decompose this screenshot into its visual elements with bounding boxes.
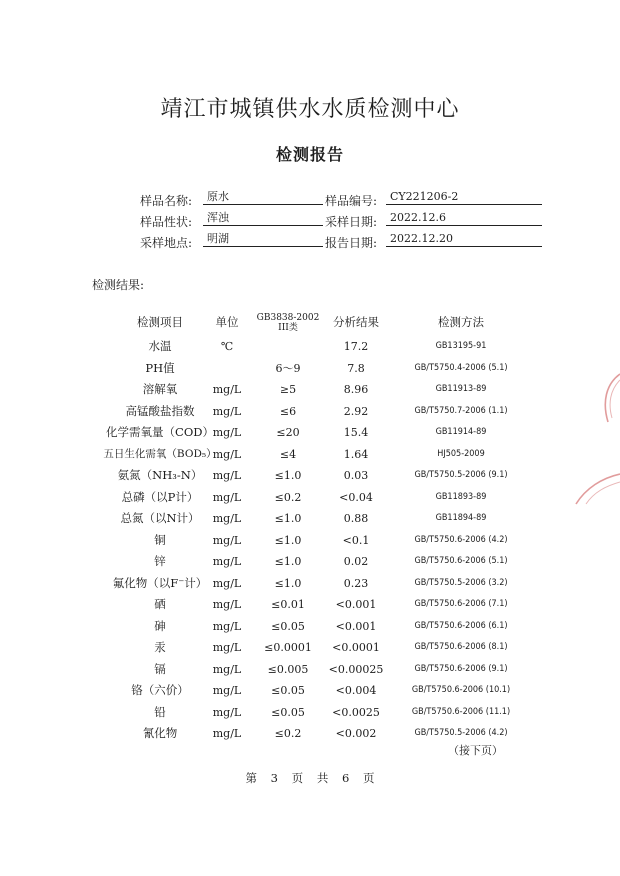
cell-method: GB11913-89 <box>435 384 487 394</box>
cell-standard: ≤0.0001 <box>264 641 312 654</box>
cell-result: <0.1 <box>342 533 370 547</box>
cell-unit: mg/L <box>212 727 242 740</box>
cell-unit <box>204 358 250 380</box>
cell-method: GB11914-89 <box>435 427 487 437</box>
table-row <box>0 573 620 595</box>
cell-item: 铜 <box>154 532 166 547</box>
cell-result: 15.4 <box>343 426 369 439</box>
cell-item: 总磷（以P计） <box>121 489 199 504</box>
cell-method: GB/T5750.5-2006 (4.2) <box>414 728 508 738</box>
cell-method: GB11894-89 <box>435 513 487 523</box>
page-number: 第 3 页 共 6 页 <box>245 771 375 785</box>
cell-method: GB11893-89 <box>435 491 487 502</box>
organization-title: 靖江市城镇供水水质检测中心 <box>160 97 460 122</box>
sample-info <box>0 190 620 250</box>
cell-result: <0.0001 <box>332 641 380 654</box>
cell-unit: mg/L <box>212 490 242 504</box>
cell-method: HJ505-2009 <box>437 448 485 459</box>
sampling-location-value: 明湖 <box>203 232 323 247</box>
cell-standard: ≤1.0 <box>274 469 302 482</box>
table-row <box>0 551 620 573</box>
cell-standard: ≤1.0 <box>274 555 302 568</box>
cell-standard: ≤0.2 <box>274 727 302 740</box>
cell-unit: mg/L <box>212 533 242 547</box>
sampling-date-label: 采样日期: <box>325 215 378 229</box>
cell-item: 高锰酸盐指数 <box>125 403 195 418</box>
cell-standard: ≤0.2 <box>274 490 302 504</box>
cell-result: <0.04 <box>339 490 373 504</box>
cell-item: 氨氮（NH₃-N） <box>117 468 203 482</box>
cell-method: GB/T5750.6-2006 (6.1) <box>414 620 508 631</box>
cell-unit: mg/L <box>212 576 242 590</box>
table-row <box>0 336 620 358</box>
cell-standard: ≤1.0 <box>274 512 302 525</box>
sample-name-label: 样品名称: <box>140 194 193 208</box>
table-row <box>0 444 620 466</box>
cell-method: GB/T5750.6-2006 (10.1) <box>411 685 511 695</box>
sample-name-value: 原水 <box>203 190 323 205</box>
table-row <box>0 508 620 530</box>
sampling-location-label: 采样地点: <box>140 236 193 250</box>
cell-result: 7.8 <box>347 361 365 375</box>
cell-method: GB/T5750.5-2006 (9.1) <box>414 470 508 480</box>
cell-result: 0.02 <box>343 555 369 568</box>
header-item: 检测项目 <box>137 315 183 329</box>
sample-id-value: CY221206-2 <box>386 190 542 205</box>
cell-item: 硒 <box>154 597 166 611</box>
cell-result: <0.001 <box>335 619 377 633</box>
cell-standard: ≤0.005 <box>267 662 309 676</box>
header-standard <box>255 312 321 335</box>
cell-method: GB/T5750.4-2006 (5.1) <box>414 362 508 373</box>
report-title: 检测报告 <box>275 145 344 164</box>
cell-method: GB/T5750.6-2006 (4.2) <box>414 534 508 545</box>
table-row <box>0 594 620 616</box>
cell-standard: ≤0.01 <box>271 598 305 611</box>
cell-standard: ≤0.05 <box>271 619 305 633</box>
cell-item: 氰化物 <box>142 726 178 740</box>
cell-item: 水温 <box>148 339 172 353</box>
sample-id-label: 样品编号: <box>325 194 378 208</box>
cell-item: 锌 <box>154 554 166 568</box>
table-row <box>0 637 620 659</box>
header-unit: 单位 <box>215 315 239 329</box>
cell-unit: mg/L <box>212 705 242 719</box>
cell-unit: mg/L <box>212 426 242 439</box>
cell-method: GB/T5750.6-2006 (11.1) <box>411 706 511 717</box>
header-standard-line2: III类 <box>278 323 298 333</box>
header-method: 检测方法 <box>438 315 484 329</box>
cell-result: 8.96 <box>343 383 369 396</box>
cell-unit: mg/L <box>212 555 242 568</box>
cell-standard: ≤20 <box>276 426 300 439</box>
cell-unit: mg/L <box>212 469 242 482</box>
cell-item: 化学需氧量（COD） <box>106 425 214 439</box>
cell-method: GB/T5750.5-2006 (3.2) <box>414 577 508 588</box>
report-date-value: 2022.12.20 <box>386 232 542 247</box>
cell-unit: ℃ <box>220 340 234 353</box>
cell-result: <0.002 <box>335 727 377 740</box>
results-section-label: 检测结果: <box>92 278 145 292</box>
cell-item: 铬（六价） <box>131 683 189 697</box>
cell-unit: mg/L <box>212 383 242 396</box>
table-row <box>0 723 620 745</box>
cell-result: <0.004 <box>335 684 377 697</box>
table-row <box>0 358 620 380</box>
table-row <box>0 401 620 423</box>
sample-nature-label: 样品性状: <box>140 215 193 229</box>
cell-method: GB/T5750.6-2006 (8.1) <box>414 642 508 652</box>
cell-method: GB/T5750.6-2006 (7.1) <box>414 599 508 609</box>
cell-item: 汞 <box>154 640 166 654</box>
cell-result: 0.23 <box>343 576 369 590</box>
table-row <box>0 659 620 681</box>
cell-item: 氟化物（以F⁻计） <box>112 575 208 590</box>
cell-standard <box>255 336 321 358</box>
cell-standard: ≤0.05 <box>271 705 305 719</box>
cell-method: GB/T5750.6-2006 (5.1) <box>414 556 508 566</box>
sampling-date-value: 2022.12.6 <box>386 211 542 226</box>
cell-result: <0.00025 <box>328 662 384 676</box>
cell-method: GB/T5750.7-2006 (1.1) <box>414 405 508 416</box>
cell-item: 溶解氧 <box>142 382 178 396</box>
report-date-label: 报告日期: <box>325 236 378 250</box>
cell-result: <0.0025 <box>332 705 380 719</box>
table-row <box>0 422 620 444</box>
cell-standard: ≤0.05 <box>271 684 305 697</box>
cell-method: GB/T5750.6-2006 (9.1) <box>414 663 508 674</box>
table-row <box>0 616 620 638</box>
cell-unit: mg/L <box>212 447 242 461</box>
cell-standard: 6～9 <box>275 361 301 375</box>
cell-result: <0.001 <box>335 598 377 611</box>
cell-result: 1.64 <box>343 447 369 461</box>
cell-item: 铅 <box>154 704 166 719</box>
cell-method: GB13195-91 <box>435 341 487 351</box>
table-row <box>0 530 620 552</box>
cell-unit: mg/L <box>212 641 242 654</box>
cell-unit: mg/L <box>212 512 242 525</box>
cell-standard: ≤4 <box>279 447 297 461</box>
cell-standard: ≤1.0 <box>274 576 302 590</box>
cell-unit: mg/L <box>212 619 242 633</box>
table-row <box>0 680 620 702</box>
cell-result: 2.92 <box>343 404 369 418</box>
cell-standard: ≤6 <box>279 404 297 418</box>
cell-result: 0.88 <box>343 512 369 525</box>
cell-unit: mg/L <box>212 662 242 676</box>
sample-nature-value: 浑浊 <box>203 211 323 226</box>
cell-item: 总氮（以N计） <box>120 511 200 525</box>
continued-note: （接下页） <box>448 744 503 757</box>
cell-standard: ≥5 <box>279 383 297 396</box>
table-header <box>0 312 620 334</box>
cell-item: PH值 <box>145 360 175 375</box>
cell-item: 砷 <box>154 618 166 633</box>
table-row <box>0 702 620 724</box>
header-result: 分析结果 <box>333 315 379 329</box>
table-row <box>0 487 620 509</box>
cell-item: 五日生化需氧（BOD₅） <box>103 447 217 460</box>
cell-result: 0.03 <box>343 469 369 482</box>
table-row <box>0 379 620 401</box>
cell-unit: mg/L <box>212 404 242 418</box>
header-standard-line1: GB3838-2002 <box>256 313 320 323</box>
cell-result: 17.2 <box>343 340 369 353</box>
cell-standard: ≤1.0 <box>274 533 302 547</box>
cell-item: 镉 <box>154 661 166 676</box>
cell-unit: mg/L <box>212 684 242 697</box>
table-row <box>0 465 620 487</box>
cell-unit: mg/L <box>212 598 242 611</box>
